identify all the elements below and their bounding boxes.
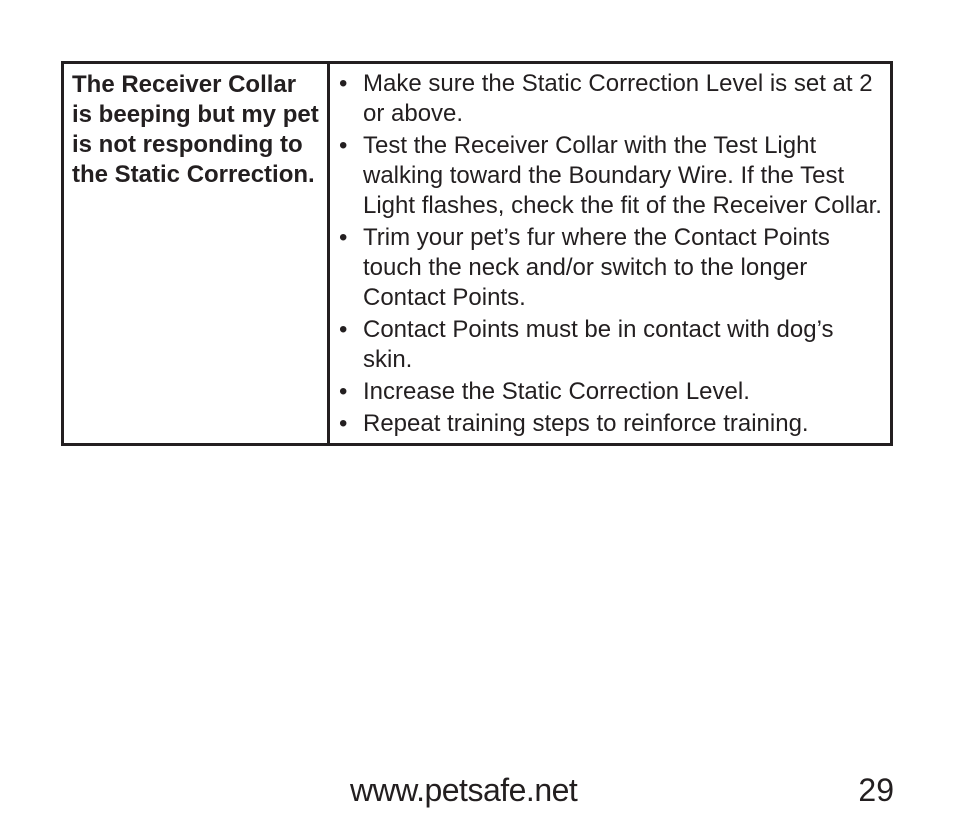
- list-item: [339, 409, 882, 439]
- troubleshooting-table: [61, 61, 893, 446]
- bullet-icon: •: [339, 378, 348, 405]
- solution-text: Test the Receiver Collar with the Test Light walking toward the Boundary Wire. If the Test Light flashes, check the fit of the Receiver Collar.: [363, 132, 882, 219]
- list-item: [339, 315, 882, 375]
- problem-text: The Receiver Collar is beeping but my pet is not responding to the Static Correction.: [72, 71, 319, 188]
- bullet-icon: •: [339, 316, 348, 343]
- list-item: [339, 69, 882, 129]
- solution-text: Contact Points must be in contact with dog’s skin.: [363, 316, 834, 373]
- list-item: [339, 223, 882, 313]
- list-item: [339, 131, 882, 221]
- solution-text: Repeat training steps to reinforce training.: [363, 410, 809, 437]
- bullet-icon: •: [339, 410, 348, 437]
- solution-cell: [330, 64, 890, 443]
- bullet-icon: •: [339, 70, 348, 97]
- solution-text: Increase the Static Correction Level.: [363, 378, 750, 405]
- bullet-icon: •: [339, 224, 348, 251]
- problem-cell: [64, 64, 330, 443]
- list-item: [339, 377, 882, 407]
- solution-text: Trim your pet’s fur where the Contact Points touch the neck and/or switch to the longer Contact Points.: [363, 224, 830, 311]
- footer-url: www.petsafe.net: [350, 772, 578, 808]
- page-number: 29: [858, 772, 894, 808]
- bullet-icon: •: [339, 132, 348, 159]
- solution-text: Make sure the Static Correction Level is set at 2 or above.: [363, 70, 873, 127]
- solution-list: [339, 69, 882, 439]
